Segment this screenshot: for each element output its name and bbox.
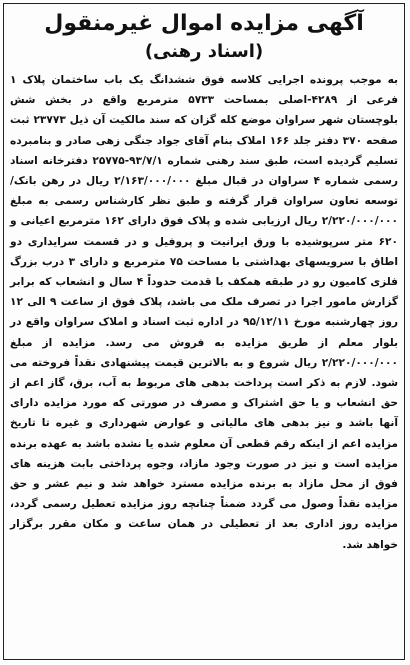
notice-title: آگهی مزایده اموال غیرمنقول bbox=[44, 11, 364, 36]
notice-body: به موجب پرونده اجرایی کلاسه فوق ششدانگ یک باب ساختمان پلاک ۱ فرعی از ۴۲۸۹-اصلی بمساحت ۵۷۳۳ مترمربع واقع در بخش شش بلوچستان شهر سراوان موضع کله گزان که سند مالکیت آن ذیل ۲۳۷۷۳ ثبت صفحه ۳۷۰ دفتر جلد ۱۶۶ املاک بنام آقای جواد جنگی زهی صادر و بنامبرده تسلیم گردیده است، طبق سند رهنی شماره ۹۳/۷/۱-۲۵۷۷۵ دفترخانه اسناد رسمی شماره ۴ سراوان در قبال مبلغ ۲/۱۶۳/۰۰۰/۰۰۰ ریال در رهن بانک/ توسعه تعاون سراوان قرار گرفته و طبق نظر کارشناس رسمی به مبلغ ۲/۲۲۰/۰۰۰/۰۰۰ ریال ارزیابی شده و پلاک فوق دارای ۱۶۲ مترمربع اعیانی و ۶۲۰ متر سرپوشیده با ورق ایرانیت و پروفیل و در قسمت سرایداری دو اطاق با سرویسهای بهداشتی با مساحت ۷۵ مترمربع و دارای ۳ درب بزرگ فلزی کامیون رو در طبقه همکف با قدمت حدوداً ۴ سال و انشعاب که برابر گزارش مامور اجرا در تصرف ملک می باشد، پلاک فوق از ساعت ۹ الی ۱۲ روز چهارشنبه مورخ ۹۵/۱۲/۱۱ در اداره ثبت اسناد و املاک سراوان واقع در بلوار معلم از طریق مزایده به فروش می رسد. مزایده از مبلغ ۲/۲۲۰/۰۰۰/۰۰۰ ریال شروع و به بالاترین قیمت پیشنهادی نقداً فروخته می شود. لازم به ذکر است پرداخت بدهی های مربوط به آب، برق، گاز اعم از حق انشعاب و یا حق اشتراک و مصرف در صورتی که مورد مزایده دارای آنها باشد و نیز بدهی های مالیاتی و عوارض شهرداری و غیره تا تاریخ مزایده اعم از اینکه رقم قطعی آن معلوم شده یا نشده باشد به عهده برنده مزایده است و نیز در صورت وجود مازاد، وجوه پرداختی بابت هزینه های فوق از محل مازاد به برنده مزایده مسترد خواهد شد و نیم عشر و حق مزایده نقداً وصول می گردد ضمناً چنانچه روز مزایده تعطیل رسمی گردد، مزایده روز اداری بعد از تعطیلی در همان ساعت و مکان مقرر برگزار خواهد شد. bbox=[10, 74, 399, 551]
notice-subtitle: (اسناد رهنی) bbox=[144, 41, 264, 62]
auction-notice bbox=[3, 3, 405, 660]
